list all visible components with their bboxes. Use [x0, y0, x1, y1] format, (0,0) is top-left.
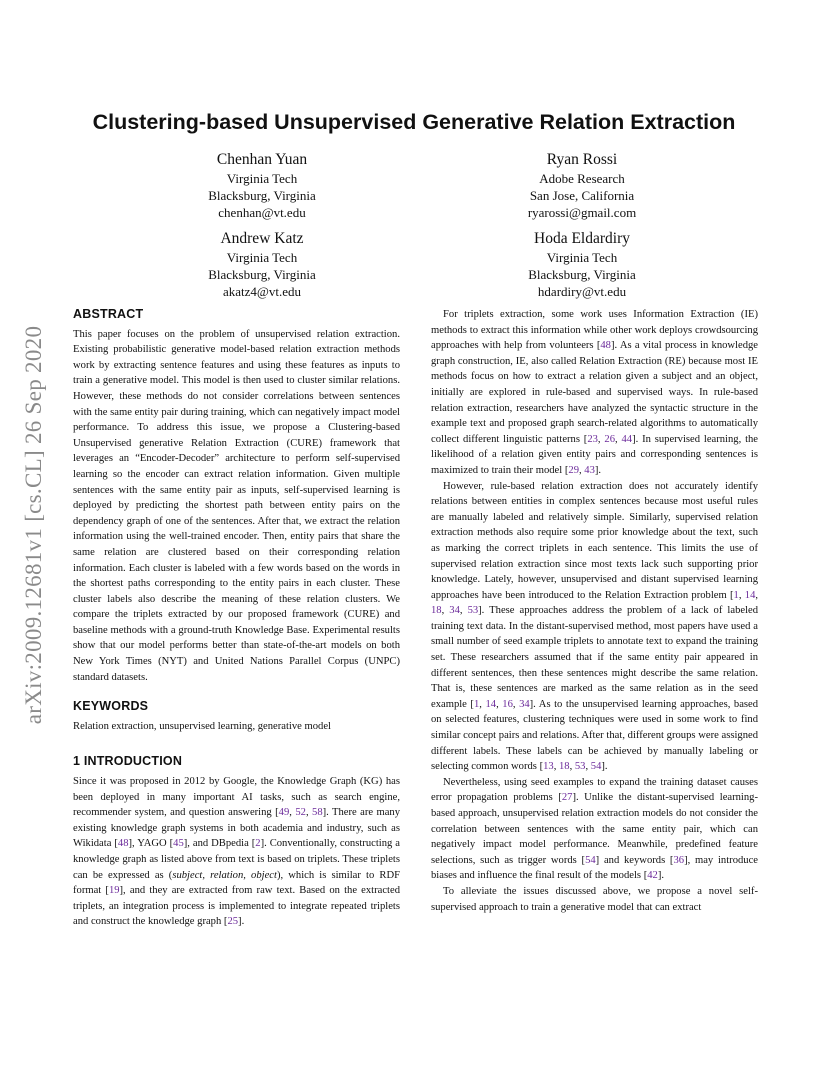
- author-affiliation: Adobe Research: [539, 171, 625, 186]
- citation-link[interactable]: 1: [733, 589, 739, 601]
- author-name: Andrew Katz: [220, 230, 304, 247]
- author-location: Blacksburg, Virginia: [208, 267, 316, 282]
- author-location: Blacksburg, Virginia: [208, 188, 316, 203]
- author-block: [122, 229, 402, 300]
- author-email: ryarossi@gmail.com: [527, 205, 637, 220]
- intro-paragraph: Since it was proposed in 2012 by Google, the Knowledge Graph (KG) has been deployed in many important AI tasks, such as search engine, recommender system, and question answering [49, 52, 58]. There are many existing knowledge graph systems in both academia and industry, such as Wikidata [48], YAGO [45], and DBpedia [2]. Conventionally, constructing a knowledge graph as listed above from text is based on triplets. These triplets can be expressed as (subject, relation, object), which is similar to RDF format [19], and they are extracted from raw text. Based on the extracted triplets, an integration process is implemented to integrate repeated triplets and construct the knowledge graph [25].: [73, 776, 401, 928]
- citation-link[interactable]: 23: [587, 433, 598, 445]
- author-block: [442, 229, 722, 300]
- citation-link[interactable]: 43: [584, 464, 595, 476]
- citation-link[interactable]: 53: [574, 761, 586, 773]
- author-affiliation: Virginia Tech: [546, 250, 618, 265]
- citation-link[interactable]: 1: [473, 698, 480, 710]
- keywords-text: Relation extraction, unsupervised learning, generative model: [73, 720, 331, 732]
- citation-link[interactable]: 34: [519, 698, 530, 710]
- arxiv-stamp: [14, 290, 54, 760]
- citation-link[interactable]: 44: [621, 433, 633, 445]
- arxiv-stamp-text: arXiv:2009.12681v1 [cs.CL] 26 Sep 2020: [21, 325, 46, 725]
- citation-link[interactable]: 58: [312, 807, 323, 819]
- body-paragraph: However, rule-based relation extraction does not accurately identify relations between entities in complex sentences because most useful rules are manually labeled and relatively simple. Similarly, supervised relation extraction methods also require some prior knowledge about the text, such as marking the correct triplets in each sentence. This limits the use of supervised relation extraction since most texts lack such supporting prior knowledge. Lately, however, unsupervised and distant supervised learning approaches have been introduced to the Relation Extraction problem [1, 14, 18, 34, 53]. These approaches address the problem of a lack of labeled training text data. In the distant-supervised method, most papers have used a small number of seed example triplets to annotate text to expand the training set. These researchers assumed that if the same entity pair appeared in different sentences, then these sentences might describe the same relation. That is, these sentences are marked as the same relation as in the seed example [1, 14, 16, 34]. As to the unsupervised learning approaches, based on selected features, clustering techniques were used in some work to find similar concept pairs and relations. After that, different groups were assigned different labels. These labels can be achieved by manually labeling or selecting common words [13, 18, 53, 54].: [431, 480, 759, 773]
- citation-link[interactable]: 14: [744, 589, 756, 601]
- author-email: hdardiry@vt.edu: [537, 284, 627, 299]
- author-affiliation: Virginia Tech: [226, 250, 298, 265]
- author-name: Chenhan Yuan: [216, 151, 308, 168]
- author-block: [442, 150, 722, 221]
- citation-link[interactable]: 45: [173, 838, 184, 850]
- citation-link[interactable]: 18: [558, 761, 570, 773]
- citation-link[interactable]: 54: [590, 761, 602, 773]
- citation-link[interactable]: 42: [647, 870, 658, 882]
- citation-link[interactable]: 34: [449, 605, 460, 617]
- citation-link[interactable]: 13: [543, 761, 554, 773]
- citation-link[interactable]: 2: [255, 838, 261, 850]
- right-column: [431, 307, 758, 915]
- abstract-text: This paper focuses on the problem of unsupervised relation extraction. Existing probabilistic generative model-based relation extraction methods work by extracting sentence features and using these features as inputs to train a generative model. This model is then used to cluster similar relations. However, these methods do not consider correlations between sentences with the same entity pair during training, which can negatively impact model performance. To address this issue, we propose a Clustering-based Unsupervised generative Relation Extraction (CURE) framework that leverages an “Encoder-Decoder” architecture to perform self-supervised learning so the encoder can extract relation information. Given multiple sentences with the same entity pair as inputs, self-supervised learning is deployed by predicting the shortest path between entity pairs on the dependency graph of one of the sentences. After that, we extract the relation information using the well-trained encoder. Then, entity pairs that share the same relation are clustered based on their corresponding relation information. Each cluster is labeled with a few words based on the words in the shortest paths corresponding to the entity pairs in each cluster. These cluster labels also describe the meaning of these relation clusters. We compare the triplets extracted by our proposed framework (CURE) and baseline methods with a ground-truth Knowledge Base. Experimental results show that our model performs better than state-of-the-art models on both New York Times (NYT) and United Nations Parallel Corpus (UNPC) standard datasets.: [73, 328, 400, 683]
- body-paragraph: Nevertheless, using seed examples to expand the training dataset causes error propagation problems [27]. Unlike the distant-supervised learning-based approach, unsupervised relation extraction models do not consider the correlation between sentences with the same entity pair, which can negatively impact model performance. Meanwhile, predefined feature selections, such as trigger words [54] and keywords [36], may introduce biases and influence the final result of the models [42].: [431, 776, 758, 882]
- paper-title: Clustering-based Unsupervised Generative Relation Extraction: [92, 110, 736, 134]
- author-name: Hoda Eldardiry: [534, 230, 630, 247]
- citation-link[interactable]: 48: [117, 838, 129, 850]
- introduction-heading: 1 INTRODUCTION: [73, 754, 183, 769]
- author-name: Ryan Rossi: [546, 151, 618, 168]
- keywords-heading: KEYWORDS: [73, 699, 149, 714]
- author-location: Blacksburg, Virginia: [528, 267, 636, 282]
- abstract-heading: ABSTRACT: [73, 307, 144, 321]
- citation-link[interactable]: 16: [502, 698, 513, 710]
- citation-link[interactable]: 29: [568, 464, 579, 476]
- citation-link[interactable]: 49: [278, 807, 290, 819]
- citation-link[interactable]: 54: [585, 854, 596, 866]
- citation-link[interactable]: 19: [108, 885, 120, 897]
- author-email: akatz4@vt.edu: [222, 284, 302, 299]
- citation-link[interactable]: 27: [561, 792, 573, 804]
- author-email: chenhan@vt.edu: [218, 205, 306, 220]
- citation-link[interactable]: 53: [467, 605, 479, 617]
- citation-link[interactable]: 36: [673, 854, 685, 866]
- author-location: San Jose, California: [529, 188, 635, 203]
- citation-link[interactable]: 25: [227, 916, 239, 928]
- citation-link[interactable]: 48: [600, 340, 611, 352]
- citation-link[interactable]: 52: [295, 807, 306, 819]
- author-block: [122, 150, 402, 221]
- left-column: [73, 307, 400, 930]
- author-affiliation: Virginia Tech: [226, 171, 298, 186]
- citation-link[interactable]: 26: [604, 433, 615, 445]
- body-paragraph: For triplets extraction, some work uses Information Extraction (IE) methods to extract this information while other work deploys crowdsourcing approaches with help from volunteers [48]. As a vital process in knowledge graph construction, IE, also called Relation Extraction (RE) because most IE methods focus on how to extract a relation given a subject and an object, initially are explored in rule-based and supervised ways. In rule-based relation extraction, researchers have analyzed the syntactic structure in the example text and proposed graph search-related algorithms to automatically collect different linguistic patterns [23, 26, 44]. In supervised learning, the likelihood of a relation given entity pairs and corresponding sentences is maximized to train their model [29, 43].: [431, 309, 759, 476]
- body-paragraph: To alleviate the issues discussed above, we propose a novel self-supervised approach to train a generative model that can extract: [431, 885, 758, 913]
- citation-link[interactable]: 14: [485, 698, 497, 710]
- citation-link[interactable]: 18: [431, 605, 442, 617]
